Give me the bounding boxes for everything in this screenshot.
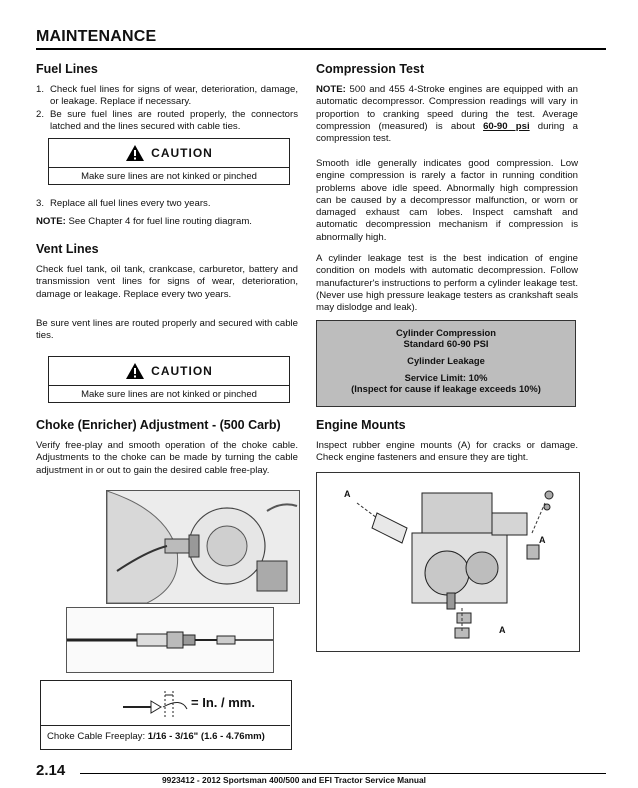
freeplay-label: Choke Cable Freeplay: (47, 731, 148, 742)
spec-line: Cylinder Compression (395, 327, 497, 338)
mount-label-a: A (499, 625, 506, 635)
engine-mounts-heading: Engine Mounts (316, 418, 406, 432)
compression-para2: Smooth idle generally indicates good compression. Low engine compression is rarely a factor in running condition problems above idle speed. Abnormally high compression can be caused by a decompressor malfunction, or worn or damaged exhaust cam lobes. Inspect camshaft and automatic decompression mechanism if compression is abnormally high. (316, 158, 578, 243)
list-text: Be sure fuel lines are routed properly, the connectors latched and the lines secured with cable ties. (50, 108, 298, 132)
vent-lines-para1: Check fuel tank, oil tank, crankcase, carburetor, battery and transmission vent lines for signs of wear, deterioration, damage or leakage. Replace every two years. (36, 264, 298, 300)
list-item (36, 84, 298, 109)
compression-para3: A cylinder leakage test is the best indication of engine condition on models with automatic decompression. Follow manufacturer's instructions to perform a cylinder leakage test. (Never use high pressure leakage testers as crankshaft seals may dislodge and leak). (316, 253, 578, 314)
choke-heading: Choke (Enricher) Adjustment - (500 Carb) (36, 418, 281, 432)
fuel-lines-note (36, 216, 298, 228)
caution-text: Make sure lines are not kinked or pinched (49, 385, 289, 402)
list-num: 2. (36, 108, 45, 120)
vent-lines-para2: Be sure vent lines are routed properly and secured with cable ties. (36, 318, 298, 342)
engine-mounts-para: Inspect rubber engine mounts (A) for cracks or damage. Check engine fasteners and ensure they are tight. (316, 440, 578, 464)
freeplay-box (40, 680, 292, 750)
warning-icon (125, 144, 145, 162)
engine-illustration (317, 473, 579, 651)
spec-line: Cylinder Leakage (407, 355, 485, 366)
note-value: 60-90 psi (483, 120, 530, 132)
fuel-lines-item3 (36, 198, 298, 210)
footer-rule (80, 773, 606, 774)
choke-cable-diagram (66, 607, 274, 673)
spec-line: Service Limit: 10% (404, 372, 488, 383)
header-rule (36, 48, 606, 50)
note-tail: during a compression test. (316, 120, 578, 145)
vent-lines-heading: Vent Lines (36, 242, 99, 256)
caution-word: CAUTION (151, 146, 213, 160)
choke-cable-illustration (67, 608, 273, 672)
note-label: NOTE: (36, 216, 66, 227)
caution-box-fuel (48, 138, 290, 185)
list-num: 3. (36, 198, 45, 209)
gauge-label: = In. / mm. (191, 695, 255, 710)
fuel-lines-heading: Fuel Lines (36, 62, 98, 76)
spec-line: (Inspect for cause if leakage exceeds 10%) (351, 383, 541, 394)
page-header: MAINTENANCE (36, 28, 157, 45)
compression-spec-box (316, 320, 576, 407)
fuel-lines-list (36, 84, 298, 133)
list-item (36, 109, 298, 134)
choke-carb-illustration (107, 491, 299, 603)
warning-icon (125, 362, 145, 380)
engine-mounts-figure (316, 472, 580, 652)
compression-note (316, 84, 578, 145)
list-text: Check fuel lines for signs of wear, deterioration, damage, or leakage. Replace if necessary. (50, 84, 298, 108)
note-label: NOTE: (316, 84, 346, 95)
caution-text: Make sure lines are not kinked or pinched (49, 167, 289, 184)
mount-label-a: A (344, 489, 351, 499)
choke-para: Verify free-play and smooth operation of the choke cable. Adjustments to the choke can be made by turning the cable adjustment in or out to gain the desired cable free-play. (36, 440, 298, 476)
note-text: 500 and 455 4-Stroke engines are equipped with an automatic decompressor. Compression readings will vary in proportion to cranking speed during the test. Average compression (measured) is about (316, 84, 578, 132)
spec-line: Standard 60-90 PSI (403, 338, 489, 349)
freeplay-gauge-icon (121, 687, 191, 723)
footer-text: 9923412 - 2012 Sportsman 400/500 and EFI Tractor Service Manual (162, 775, 426, 785)
list-num: 1. (36, 84, 45, 95)
mount-label-a: A (539, 535, 546, 545)
freeplay-value: 1/16 - 3/16" (1.6 - 4.76mm) (147, 731, 265, 742)
choke-photo (106, 490, 300, 604)
page-number: 2.14 (36, 762, 66, 779)
compression-heading: Compression Test (316, 62, 425, 76)
freeplay-caption (47, 731, 265, 742)
caution-word: CAUTION (151, 364, 213, 378)
list-text: Replace all fuel lines every two years. (50, 198, 211, 209)
caution-box-vent (48, 356, 290, 403)
note-text: See Chapter 4 for fuel line routing diagram. (65, 216, 252, 227)
